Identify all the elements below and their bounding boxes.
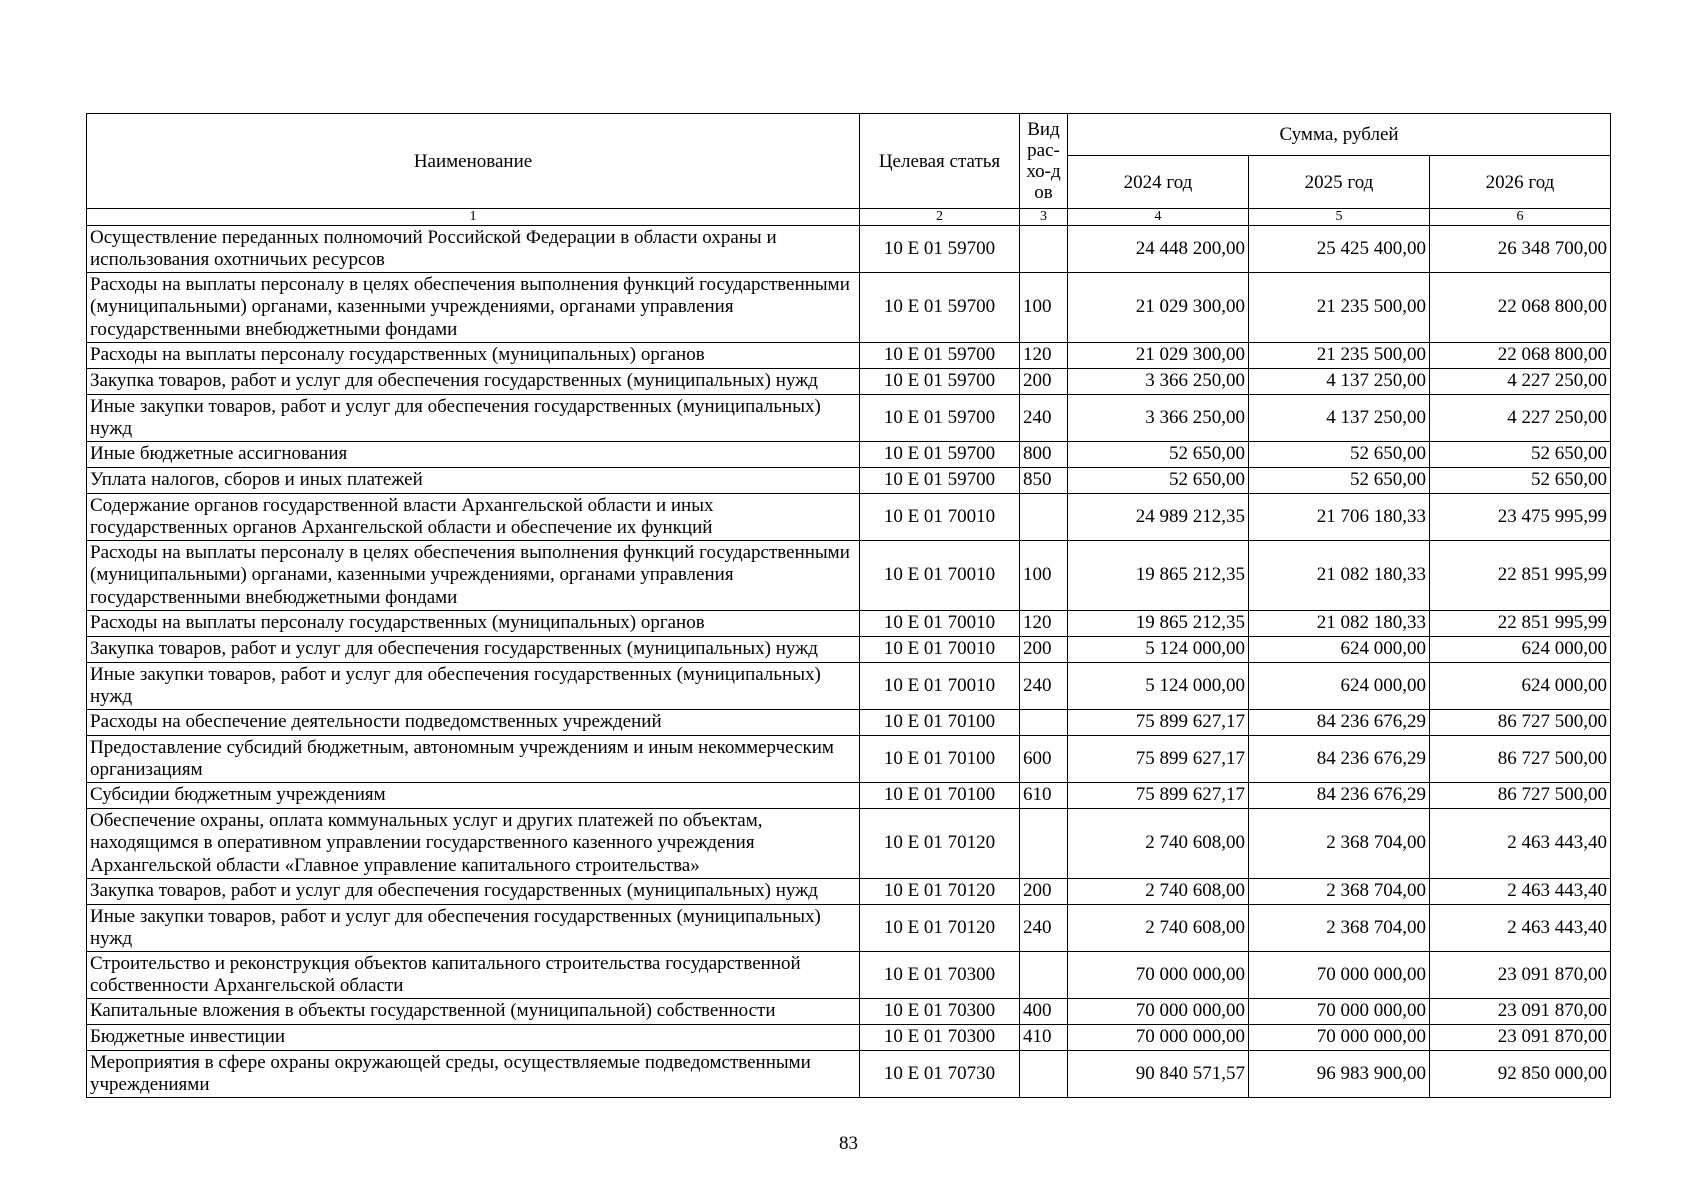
table-row — [87, 783, 1611, 809]
row-expense-type-cell: 200 — [1020, 637, 1068, 663]
row-amount-2025-cell: 21 235 500,00 — [1249, 273, 1430, 343]
row-expense-type-cell — [1020, 1051, 1068, 1098]
row-amount-2026-cell: 86 727 500,00 — [1430, 783, 1611, 809]
table-row — [87, 736, 1611, 783]
budget-table — [86, 113, 1611, 1098]
row-amount-2024-cell: 90 840 571,57 — [1068, 1051, 1249, 1098]
row-amount-2024-cell: 52 650,00 — [1068, 442, 1249, 468]
table-row — [87, 343, 1611, 369]
row-amount-2025-cell: 2 368 704,00 — [1249, 905, 1430, 952]
row-amount-2024-cell: 70 000 000,00 — [1068, 952, 1249, 999]
row-expense-type-cell: 120 — [1020, 611, 1068, 637]
row-amount-2024-cell: 5 124 000,00 — [1068, 637, 1249, 663]
header-year-2026: 2026 год — [1430, 156, 1611, 209]
table-row — [87, 710, 1611, 736]
row-amount-2025-cell: 52 650,00 — [1249, 442, 1430, 468]
row-amount-2024-cell: 75 899 627,17 — [1068, 710, 1249, 736]
row-target-article-cell: 10 Е 01 70120 — [860, 809, 1020, 879]
row-amount-2025-cell: 624 000,00 — [1249, 663, 1430, 710]
row-amount-2026-cell: 52 650,00 — [1430, 442, 1611, 468]
row-name-cell: Капитальные вложения в объекты государственной (муниципальной) собственности — [87, 999, 860, 1025]
table-row — [87, 663, 1611, 710]
table-row — [87, 541, 1611, 611]
column-number: 4 — [1068, 209, 1249, 226]
row-name-cell: Осуществление переданных полномочий Российской Федерации в области охраны и использования охотничьих ресурсов — [87, 226, 860, 273]
row-amount-2026-cell: 26 348 700,00 — [1430, 226, 1611, 273]
row-name-cell: Расходы на выплаты персоналу в целях обеспечения выполнения функций государственными (муниципальными) органами, казенными учреждениями, органами управления государственными внебюджетными фондами — [87, 541, 860, 611]
row-amount-2024-cell: 5 124 000,00 — [1068, 663, 1249, 710]
row-amount-2026-cell: 86 727 500,00 — [1430, 736, 1611, 783]
row-expense-type-cell: 120 — [1020, 343, 1068, 369]
table-row — [87, 494, 1611, 541]
row-amount-2024-cell: 2 740 608,00 — [1068, 809, 1249, 879]
row-amount-2024-cell: 24 989 212,35 — [1068, 494, 1249, 541]
row-target-article-cell: 10 Е 01 70010 — [860, 611, 1020, 637]
header-expense-type: Вид рас-хо-дов — [1020, 114, 1068, 209]
row-amount-2026-cell: 2 463 443,40 — [1430, 809, 1611, 879]
row-amount-2026-cell: 23 091 870,00 — [1430, 952, 1611, 999]
table-row — [87, 273, 1611, 343]
row-amount-2024-cell: 2 740 608,00 — [1068, 905, 1249, 952]
row-amount-2026-cell: 23 091 870,00 — [1430, 999, 1611, 1025]
row-amount-2026-cell: 2 463 443,40 — [1430, 879, 1611, 905]
row-name-cell: Иные закупки товаров, работ и услуг для обеспечения государственных (муниципальных) нужд — [87, 663, 860, 710]
row-expense-type-cell — [1020, 226, 1068, 273]
row-amount-2025-cell: 70 000 000,00 — [1249, 952, 1430, 999]
row-expense-type-cell: 240 — [1020, 395, 1068, 442]
header-target-article: Целевая статья — [860, 114, 1020, 209]
row-expense-type-cell: 100 — [1020, 273, 1068, 343]
row-amount-2024-cell: 70 000 000,00 — [1068, 999, 1249, 1025]
table-row — [87, 879, 1611, 905]
row-name-cell: Бюджетные инвестиции — [87, 1025, 860, 1051]
row-amount-2024-cell: 21 029 300,00 — [1068, 273, 1249, 343]
row-amount-2025-cell: 2 368 704,00 — [1249, 879, 1430, 905]
row-name-cell: Мероприятия в сфере охраны окружающей среды, осуществляемые подведомственными учреждениями — [87, 1051, 860, 1098]
row-expense-type-cell: 240 — [1020, 905, 1068, 952]
table-row — [87, 637, 1611, 663]
row-target-article-cell: 10 Е 01 59700 — [860, 442, 1020, 468]
row-amount-2024-cell: 24 448 200,00 — [1068, 226, 1249, 273]
row-amount-2026-cell: 22 851 995,99 — [1430, 541, 1611, 611]
table-row — [87, 1025, 1611, 1051]
row-target-article-cell: 10 Е 01 59700 — [860, 395, 1020, 442]
column-number: 5 — [1249, 209, 1430, 226]
row-amount-2025-cell: 70 000 000,00 — [1249, 999, 1430, 1025]
row-target-article-cell: 10 Е 01 70300 — [860, 999, 1020, 1025]
row-amount-2025-cell: 25 425 400,00 — [1249, 226, 1430, 273]
row-amount-2024-cell: 19 865 212,35 — [1068, 611, 1249, 637]
table-row — [87, 611, 1611, 637]
row-amount-2024-cell: 21 029 300,00 — [1068, 343, 1249, 369]
row-target-article-cell: 10 Е 01 70010 — [860, 494, 1020, 541]
row-amount-2024-cell: 70 000 000,00 — [1068, 1025, 1249, 1051]
row-amount-2026-cell: 624 000,00 — [1430, 663, 1611, 710]
row-amount-2025-cell: 52 650,00 — [1249, 468, 1430, 494]
row-amount-2026-cell: 4 227 250,00 — [1430, 369, 1611, 395]
row-name-cell: Содержание органов государственной власти Архангельской области и иных государственных органов Архангельской области и обеспечение их функций — [87, 494, 860, 541]
table-row — [87, 999, 1611, 1025]
row-name-cell: Иные бюджетные ассигнования — [87, 442, 860, 468]
table-row — [87, 952, 1611, 999]
row-amount-2025-cell: 2 368 704,00 — [1249, 809, 1430, 879]
row-amount-2024-cell: 75 899 627,17 — [1068, 736, 1249, 783]
row-expense-type-cell — [1020, 809, 1068, 879]
row-expense-type-cell: 100 — [1020, 541, 1068, 611]
row-expense-type-cell: 200 — [1020, 369, 1068, 395]
row-amount-2026-cell: 86 727 500,00 — [1430, 710, 1611, 736]
row-amount-2025-cell: 96 983 900,00 — [1249, 1051, 1430, 1098]
table-row — [87, 369, 1611, 395]
row-expense-type-cell: 410 — [1020, 1025, 1068, 1051]
row-amount-2025-cell: 21 706 180,33 — [1249, 494, 1430, 541]
row-target-article-cell: 10 Е 01 70300 — [860, 952, 1020, 999]
table-body — [87, 226, 1611, 1098]
row-target-article-cell: 10 Е 01 59700 — [860, 343, 1020, 369]
row-name-cell: Иные закупки товаров, работ и услуг для обеспечения государственных (муниципальных) нужд — [87, 395, 860, 442]
row-amount-2026-cell: 23 475 995,99 — [1430, 494, 1611, 541]
row-target-article-cell: 10 Е 01 70120 — [860, 905, 1020, 952]
row-amount-2026-cell: 22 068 800,00 — [1430, 273, 1611, 343]
row-target-article-cell: 10 Е 01 59700 — [860, 468, 1020, 494]
row-expense-type-cell: 610 — [1020, 783, 1068, 809]
row-name-cell: Субсидии бюджетным учреждениям — [87, 783, 860, 809]
table-row — [87, 1051, 1611, 1098]
row-name-cell: Закупка товаров, работ и услуг для обеспечения государственных (муниципальных) нужд — [87, 637, 860, 663]
page-number: 83 — [839, 1133, 858, 1154]
row-target-article-cell: 10 Е 01 59700 — [860, 273, 1020, 343]
row-expense-type-cell: 850 — [1020, 468, 1068, 494]
row-amount-2025-cell: 21 082 180,33 — [1249, 611, 1430, 637]
row-target-article-cell: 10 Е 01 70010 — [860, 663, 1020, 710]
row-name-cell: Иные закупки товаров, работ и услуг для обеспечения государственных (муниципальных) нужд — [87, 905, 860, 952]
row-target-article-cell: 10 Е 01 70730 — [860, 1051, 1020, 1098]
table-row — [87, 809, 1611, 879]
row-amount-2025-cell: 84 236 676,29 — [1249, 710, 1430, 736]
header-name: Наименование — [87, 114, 860, 209]
row-name-cell: Закупка товаров, работ и услуг для обеспечения государственных (муниципальных) нужд — [87, 879, 860, 905]
header-year-2024: 2024 год — [1068, 156, 1249, 209]
row-name-cell: Расходы на выплаты персоналу государственных (муниципальных) органов — [87, 611, 860, 637]
row-amount-2025-cell: 84 236 676,29 — [1249, 736, 1430, 783]
row-name-cell: Расходы на выплаты персоналу в целях обеспечения выполнения функций государственными (муниципальными) органами, казенными учреждениями, органами управления государственными внебюджетными фондами — [87, 273, 860, 343]
column-number: 1 — [87, 209, 860, 226]
row-target-article-cell: 10 Е 01 59700 — [860, 369, 1020, 395]
row-name-cell: Предоставление субсидий бюджетным, автономным учреждениям и иным некоммерческим организациям — [87, 736, 860, 783]
row-name-cell: Расходы на выплаты персоналу государственных (муниципальных) органов — [87, 343, 860, 369]
row-target-article-cell: 10 Е 01 70010 — [860, 637, 1020, 663]
table-row — [87, 442, 1611, 468]
table-row — [87, 905, 1611, 952]
row-expense-type-cell: 800 — [1020, 442, 1068, 468]
row-amount-2026-cell: 22 851 995,99 — [1430, 611, 1611, 637]
row-amount-2025-cell: 84 236 676,29 — [1249, 783, 1430, 809]
column-number: 3 — [1020, 209, 1068, 226]
header-year-2025: 2025 год — [1249, 156, 1430, 209]
row-amount-2025-cell: 624 000,00 — [1249, 637, 1430, 663]
row-amount-2025-cell: 21 082 180,33 — [1249, 541, 1430, 611]
row-amount-2024-cell: 3 366 250,00 — [1068, 395, 1249, 442]
row-amount-2025-cell: 4 137 250,00 — [1249, 395, 1430, 442]
row-amount-2024-cell: 75 899 627,17 — [1068, 783, 1249, 809]
row-amount-2024-cell: 2 740 608,00 — [1068, 879, 1249, 905]
row-target-article-cell: 10 Е 01 70100 — [860, 710, 1020, 736]
row-amount-2024-cell: 52 650,00 — [1068, 468, 1249, 494]
row-name-cell: Закупка товаров, работ и услуг для обеспечения государственных (муниципальных) нужд — [87, 369, 860, 395]
header-sum: Сумма, рублей — [1068, 114, 1611, 156]
row-amount-2026-cell: 92 850 000,00 — [1430, 1051, 1611, 1098]
row-name-cell: Расходы на обеспечение деятельности подведомственных учреждений — [87, 710, 860, 736]
row-amount-2025-cell: 70 000 000,00 — [1249, 1025, 1430, 1051]
row-amount-2026-cell: 4 227 250,00 — [1430, 395, 1611, 442]
row-amount-2026-cell: 22 068 800,00 — [1430, 343, 1611, 369]
row-name-cell: Строительство и реконструкция объектов капитального строительства государственной собственности Архангельской области — [87, 952, 860, 999]
row-amount-2024-cell: 19 865 212,35 — [1068, 541, 1249, 611]
row-amount-2025-cell: 4 137 250,00 — [1249, 369, 1430, 395]
row-amount-2026-cell: 52 650,00 — [1430, 468, 1611, 494]
column-number: 2 — [860, 209, 1020, 226]
column-number: 6 — [1430, 209, 1611, 226]
row-amount-2024-cell: 3 366 250,00 — [1068, 369, 1249, 395]
row-target-article-cell: 10 Е 01 70100 — [860, 736, 1020, 783]
row-name-cell: Обеспечение охраны, оплата коммунальных услуг и других платежей по объектам, находящимся в оперативном управлении государственного казенного учреждения Архангельской области «Главное управление капитального строительства» — [87, 809, 860, 879]
row-expense-type-cell: 240 — [1020, 663, 1068, 710]
row-expense-type-cell — [1020, 710, 1068, 736]
row-expense-type-cell: 200 — [1020, 879, 1068, 905]
row-target-article-cell: 10 Е 01 70100 — [860, 783, 1020, 809]
row-amount-2026-cell: 2 463 443,40 — [1430, 905, 1611, 952]
table-row — [87, 226, 1611, 273]
row-expense-type-cell: 400 — [1020, 999, 1068, 1025]
row-name-cell: Уплата налогов, сборов и иных платежей — [87, 468, 860, 494]
row-expense-type-cell — [1020, 952, 1068, 999]
row-amount-2025-cell: 21 235 500,00 — [1249, 343, 1430, 369]
row-target-article-cell: 10 Е 01 70120 — [860, 879, 1020, 905]
row-expense-type-cell — [1020, 494, 1068, 541]
row-target-article-cell: 10 Е 01 70010 — [860, 541, 1020, 611]
row-amount-2026-cell: 624 000,00 — [1430, 637, 1611, 663]
table-row — [87, 395, 1611, 442]
row-target-article-cell: 10 Е 01 59700 — [860, 226, 1020, 273]
row-expense-type-cell: 600 — [1020, 736, 1068, 783]
row-target-article-cell: 10 Е 01 70300 — [860, 1025, 1020, 1051]
row-amount-2026-cell: 23 091 870,00 — [1430, 1025, 1611, 1051]
table-row — [87, 468, 1611, 494]
